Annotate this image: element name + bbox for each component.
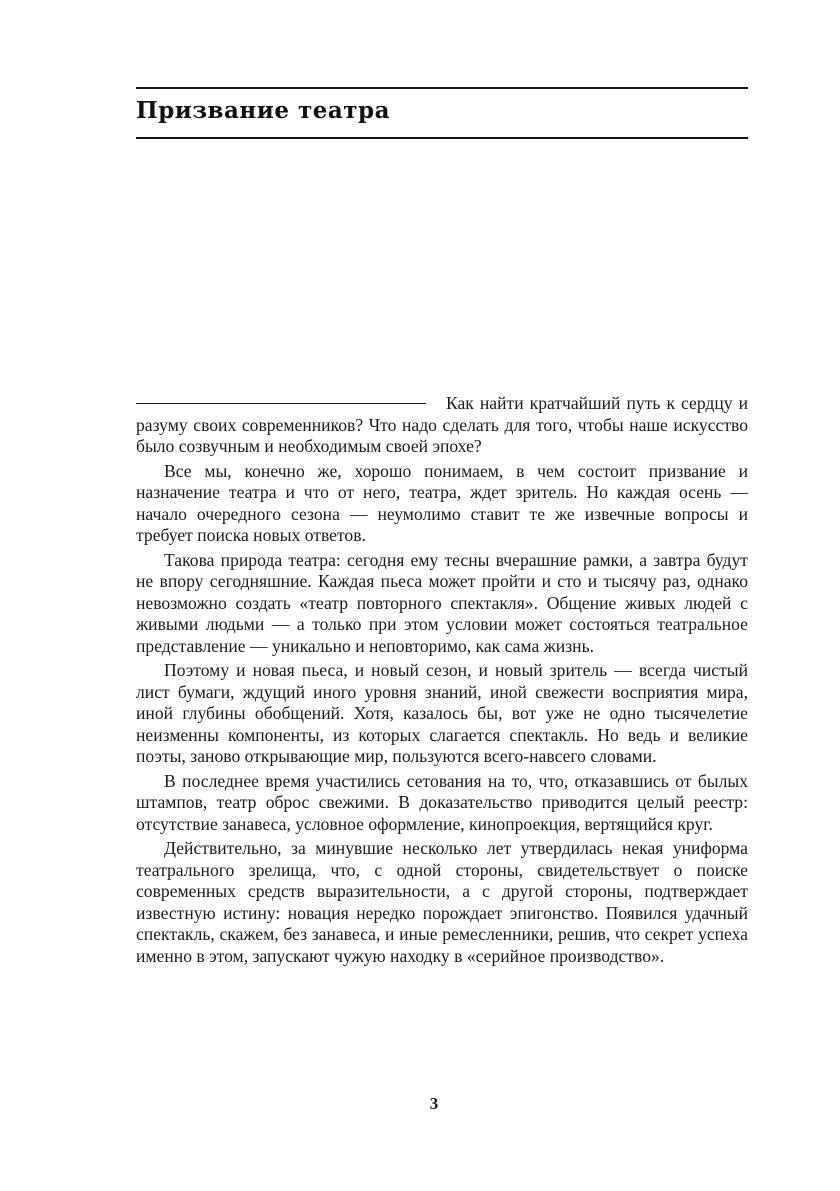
chapter-title: Призвание театра — [136, 97, 390, 124]
paragraph-6: Действительно, за минувшие несколько лет утвердилась некая униформа театрального зрелища, что, с одной стороны, свидетельствует о поиске современных средств выразительности, а с другой стороны, подтверждает известную истину: новация нередко порождает эпигонство. Появился удачный спектакль, скажем, без занавеса, и иные ремесленники, решив, что секрет успеха именно в этом, запускают чужую находку в «серийное производство». — [136, 838, 748, 966]
paragraph-2: Все мы, конечно же, хорошо понимаем, в чем состоит призвание и назначение театра и что от него, театра, ждет зритель. Но каждая осень — начало очередного сезона — неумолимо ставит те же извечные вопросы и требует поиска новых ответов. — [136, 460, 748, 545]
book-page — [136, 0, 748, 1191]
page-number: 3 — [429, 1094, 439, 1113]
paragraph-4: Поэтому и новая пьеса, и новый сезон, и новый зритель — всегда чистый лист бумаги, ждущий иного уровня знаний, иной свежести восприятия мира, иной глубины обобщений. Хотя, казалось бы, вот уже не одно тысячелетие неизменны компоненты, из которых слагается спектакль. Но ведь и великие поэты, заново открывающие мир, пользуются всего-навсего словами. — [136, 660, 748, 766]
title-rule-top — [136, 87, 748, 89]
paragraph-3: Такова природа театра: сегодня ему тесны вчерашние рамки, а завтра будут не впору сегодняшние. Каждая пьеса может пройти и сто и тысячу раз, однако невозможно создать «театр повторного спектакля». Общение живых людей с живыми людьми — а только при этом условии может состояться театральное представление — уникально и неповторимо, как сама жизнь. — [136, 549, 748, 656]
lead-in-rule — [136, 403, 426, 404]
paragraph-1 — [136, 393, 748, 458]
paragraph-5: В последнее время участились сетования на то, что, отказавшись от былых штампов, театр оброс свежими. В доказательство приводится целый реестр: отсутствие занавеса, условное оформление, кинопроекция, вертящийся круг. — [136, 770, 748, 834]
body-text — [136, 393, 748, 970]
title-rule-bottom — [136, 137, 748, 139]
paragraph-1-text: Как найти кратчайший путь к сердцу и разуму своих современников? Что надо сделать для того, чтобы наше искусство было созвучным и необходимым своей эпохе? — [136, 393, 748, 456]
